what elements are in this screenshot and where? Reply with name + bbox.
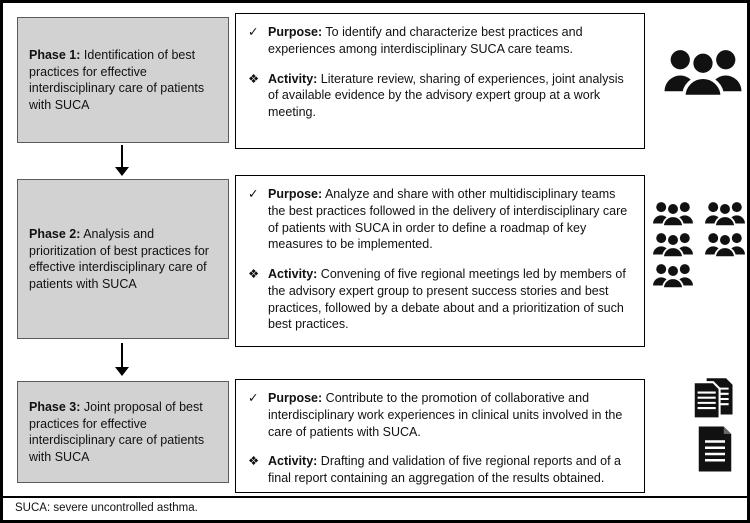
phase1-icon-area [661,43,745,101]
phase2-title [29,226,217,292]
stacked-reports-icon [689,377,745,421]
phase3-purpose-text [268,390,632,440]
phase3-document-icon-area [695,425,735,473]
activity-body: Convening of five regional meetings led by members of the advisory expert group to present success stories and best practices, followed by a debate about and a prioritization of such best practices. [268,267,626,332]
phase2-purpose-text [268,186,632,253]
phase3-activity [248,453,632,487]
diamond-bullet-icon: ❖ [248,267,260,281]
arrow-line [121,145,123,167]
phase1-title-bold: Phase 1: [29,48,81,62]
phase1-purpose-text [268,24,632,58]
check-bullet-icon: ✓ [248,391,259,405]
arrow-head-icon [115,367,129,376]
phase1-purpose [248,24,632,58]
team-group-icon [651,199,695,228]
diamond-bullet-icon: ❖ [248,71,260,86]
phase1-activity-text [268,71,632,121]
phase2-title-text: Analysis and prioritization of best practices for effective interdisciplinary care of patients with SUCA [29,227,209,291]
phase1-box [17,17,229,143]
activity-body: Drafting and validation of five regional reports and of a final report containing an aggregation of the results obtained. [268,454,621,485]
arrow-head-icon [115,167,129,176]
phase2-activity [248,266,632,333]
team-group-icon [661,43,745,101]
phase2-purpose [248,186,632,253]
team-group-icon [651,261,695,290]
phase1-title-text: Identification of best practices for effective interdisciplinary care of patients with SUCA [29,48,205,112]
arrow-phase2-to-phase3 [115,343,129,376]
phase2-icon-area [651,199,750,290]
activity-label: Activity: [268,267,318,281]
activity-body: Literature review, sharing of experiences, joint analysis of available evidence by the advisory expert group at a work meeting. [268,71,624,119]
purpose-body: Analyze and share with other multidisciplinary teams the best practices followed in the delivery of interdisciplinary care of patients with SUCA in order to define a roadmap of key measures to be implemented. [268,187,628,252]
purpose-label: Purpose: [268,25,323,39]
phase3-detail-box [235,379,645,493]
arrow-line [121,343,123,367]
phase3-title [29,399,217,465]
phase3-box [17,381,229,483]
check-bullet-icon: ✓ [248,187,259,201]
phase1-activity [248,71,632,121]
phase3-title-text: Joint proposal of best practices for effective interdisciplinary care of patients with SUCA [29,400,205,464]
purpose-label: Purpose: [268,187,323,201]
diamond-bullet-icon: ❖ [248,454,260,469]
phase3-activity-text [268,453,632,487]
footer-divider [3,496,747,498]
phase3-reports-icon-area [689,377,745,421]
purpose-body: To identify and characterize best practices and experiences among interdisciplinary SUCA care teams. [268,25,583,56]
activity-label: Activity: [268,454,318,469]
arrow-phase1-to-phase2 [115,145,129,176]
document-icon [695,425,735,473]
phase1-detail-box [235,13,645,149]
purpose-body: Contribute to the promotion of collaborative and interdisciplinary work experiences in clinical units involved in the care of patients with SUCA. [268,391,623,439]
phase1-title [29,47,217,113]
footnote-abbreviation: SUCA: severe uncontrolled asthma. [15,502,198,514]
team-group-icon [703,199,747,228]
phase2-title-bold: Phase 2: [29,227,81,241]
phase2-activity-text [268,266,632,333]
phase3-title-bold: Phase 3: [29,400,81,414]
check-bullet-icon: ✓ [248,25,259,39]
phase2-detail-box [235,175,645,347]
phase3-purpose [248,390,632,440]
team-group-icon [703,230,747,259]
phase2-box [17,179,229,339]
activity-label: Activity: [268,71,318,86]
team-group-icon [651,230,695,259]
purpose-label: Purpose: [268,391,323,405]
